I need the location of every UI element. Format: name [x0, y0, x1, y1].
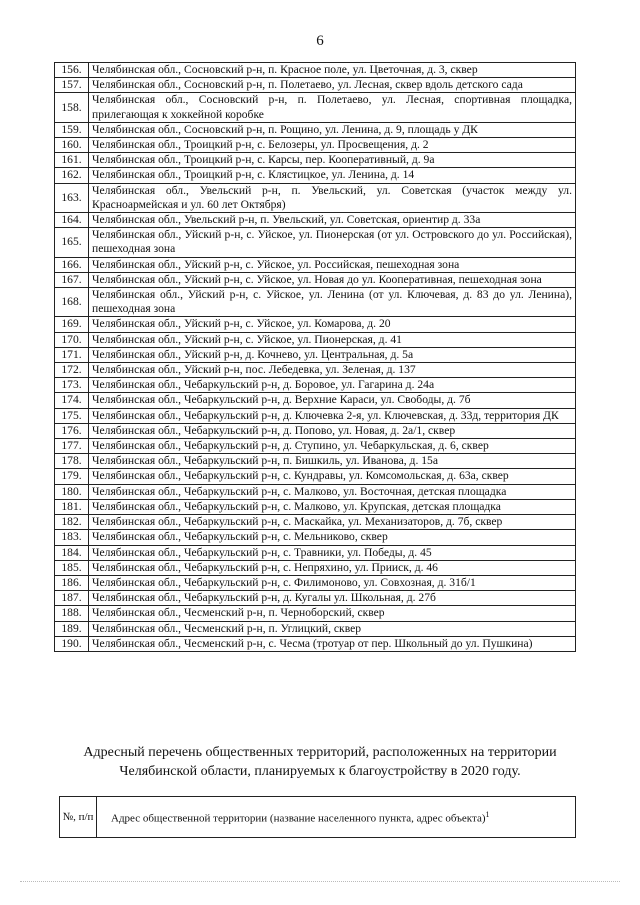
row-number: 157. [55, 78, 89, 93]
table-row [55, 575, 576, 590]
row-number: 179. [55, 469, 89, 484]
row-number: 170. [55, 332, 89, 347]
row-address: Челябинская обл., Уйский р-н, с. Уйское, ул. Пионерская, д. 41 [89, 332, 576, 347]
row-number: 158. [55, 93, 89, 122]
row-address: Челябинская обл., Чебаркульский р-н, д. Боровое, ул. Гагарина д. 24а [89, 378, 576, 393]
table-row [55, 363, 576, 378]
row-number: 160. [55, 138, 89, 153]
row-address: Челябинская обл., Уйский р-н, с. Уйское, ул. Новая до ул. Кооперативная, пешеходная зона [89, 272, 576, 287]
table-row [55, 454, 576, 469]
address-table [54, 62, 576, 652]
row-address: Челябинская обл., Чебаркульский р-н, д. Ступино, ул. Чебаркульская, д. 6, сквер [89, 439, 576, 454]
row-address: Челябинская обл., Чебаркульский р-н, с. Малково, ул. Восточная, детская площадка [89, 484, 576, 499]
table-row [55, 545, 576, 560]
row-address: Челябинская обл., Уйский р-н, д. Кочнево, ул. Центральная, д. 5а [89, 347, 576, 362]
row-address: Челябинская обл., Чебаркульский р-н, с. Мельниково, сквер [89, 530, 576, 545]
row-number: 187. [55, 591, 89, 606]
header-num-cell [60, 797, 97, 838]
row-address: Челябинская обл., Чесменский р-н, п. Черноборский, сквер [89, 606, 576, 621]
row-address: Челябинская обл., Сосновский р-н, п. Полетаево, ул. Лесная, спортивная площадка, прилегающая к хоккейной коробке [89, 93, 576, 122]
row-number: 169. [55, 317, 89, 332]
row-number: 173. [55, 378, 89, 393]
row-address: Челябинская обл., Троицкий р-н, с. Белозеры, ул. Просвещения, д. 2 [89, 138, 576, 153]
row-number: 166. [55, 257, 89, 272]
row-address: Челябинская обл., Чебаркульский р-н, с. Кундравы, ул. Комсомольская, д. 63а, сквер [89, 469, 576, 484]
row-address: Челябинская обл., Троицкий р-н, с. Клястицкое, ул. Ленина, д. 14 [89, 168, 576, 183]
row-number: 185. [55, 560, 89, 575]
table-row [55, 257, 576, 272]
row-number: 175. [55, 408, 89, 423]
row-number: 162. [55, 168, 89, 183]
row-number: 159. [55, 122, 89, 137]
scan-edge-line [20, 881, 620, 882]
table-row [55, 332, 576, 347]
row-number: 177. [55, 439, 89, 454]
row-number: 188. [55, 606, 89, 621]
row-address: Челябинская обл., Чебаркульский р-н, д. Верхние Караси, ул. Свободы, д. 7б [89, 393, 576, 408]
row-number: 165. [55, 228, 89, 257]
header-num-label: №, п/п [62, 811, 94, 823]
row-number: 156. [55, 63, 89, 78]
footnote-mark: 1 [485, 810, 490, 820]
row-number: 183. [55, 530, 89, 545]
table-row [55, 408, 576, 423]
table-row [55, 168, 576, 183]
table-row [55, 93, 576, 122]
table-row [55, 138, 576, 153]
header-address-cell [97, 797, 576, 838]
table-row [55, 530, 576, 545]
table-row [55, 378, 576, 393]
row-address: Челябинская обл., Чебаркульский р-н, с. Маскайка, ул. Механизаторов, д. 7б, сквер [89, 515, 576, 530]
table-row [55, 78, 576, 93]
row-address: Челябинская обл., Уйский р-н, с. Уйское, ул. Ленина (от ул. Ключевая, д. 83 до ул. Ленина), пешеходная зона [89, 288, 576, 317]
table-row [55, 153, 576, 168]
table-row [55, 317, 576, 332]
row-number: 186. [55, 575, 89, 590]
row-number: 182. [55, 515, 89, 530]
table-row [55, 122, 576, 137]
row-number: 163. [55, 183, 89, 212]
row-address: Челябинская обл., Увельский р-н, п. Увельский, ул. Советская, ориентир д. 33а [89, 213, 576, 228]
section-heading: Адресный перечень общественных территорий, расположенных на территории Челябинской области, планируемых к благоустройству в 2020 году. [83, 745, 557, 779]
row-number: 168. [55, 288, 89, 317]
row-address: Челябинская обл., Чесменский р-н, п. Углицкий, сквер [89, 621, 576, 636]
row-address: Челябинская обл., Чебаркульский р-н, с. Филимоново, ул. Совхозная, д. 31б/1 [89, 575, 576, 590]
row-address: Челябинская обл., Чебаркульский р-н, д. Ключевка 2-я, ул. Ключевская, д. 33д, территория ДК [89, 408, 576, 423]
row-number: 172. [55, 363, 89, 378]
table-row [55, 183, 576, 212]
row-address: Челябинская обл., Чесменский р-н, с. Чесма (тротуар от пер. Школьный до ул. Пушкина) [89, 636, 576, 651]
table-row [55, 591, 576, 606]
row-address: Челябинская обл., Чебаркульский р-н, с. Непряхино, ул. Прииск, д. 46 [89, 560, 576, 575]
row-number: 181. [55, 499, 89, 514]
row-address: Челябинская обл., Чебаркульский р-н, д. Кугалы ул. Школьная, д. 27б [89, 591, 576, 606]
table-row [55, 606, 576, 621]
row-address: Челябинская обл., Увельский р-н, п. Увельский, ул. Советская (участок между ул. Красноармейская и ул. 60 лет Октября) [89, 183, 576, 212]
table-row [55, 469, 576, 484]
table-row [55, 423, 576, 438]
row-address: Челябинская обл., Сосновский р-н, п. Рощино, ул. Ленина, д. 9, площадь у ДК [89, 122, 576, 137]
row-address: Челябинская обл., Чебаркульский р-н, с. Травники, ул. Победы, д. 45 [89, 545, 576, 560]
row-address: Челябинская обл., Сосновский р-н, п. Полетаево, ул. Лесная, сквер вдоль детского сада [89, 78, 576, 93]
row-number: 184. [55, 545, 89, 560]
table-row [55, 288, 576, 317]
row-address: Челябинская обл., Уйский р-н, с. Уйское, ул. Российская, пешеходная зона [89, 257, 576, 272]
row-address: Челябинская обл., Уйский р-н, пос. Лебедевка, ул. Зеленая, д. 137 [89, 363, 576, 378]
row-number: 167. [55, 272, 89, 287]
table-row [55, 560, 576, 575]
table-row [55, 347, 576, 362]
header-address-label: Адрес общественной территории (название населенного пункта, адрес объекта) [111, 812, 486, 825]
table-row [55, 439, 576, 454]
row-address: Челябинская обл., Сосновский р-н, п. Красное поле, ул. Цветочная, д. 3, сквер [89, 63, 576, 78]
table-row [55, 213, 576, 228]
table-row [55, 484, 576, 499]
row-number: 176. [55, 423, 89, 438]
row-address: Челябинская обл., Троицкий р-н, с. Карсы, пер. Кооперативный, д. 9а [89, 153, 576, 168]
table-row [55, 621, 576, 636]
table-row [55, 228, 576, 257]
row-number: 161. [55, 153, 89, 168]
row-number: 171. [55, 347, 89, 362]
page-number: 6 [316, 33, 324, 49]
address-table-body [55, 63, 576, 652]
row-number: 190. [55, 636, 89, 651]
row-address: Челябинская обл., Чебаркульский р-н, д. Попово, ул. Новая, д. 2а/1, сквер [89, 423, 576, 438]
row-number: 178. [55, 454, 89, 469]
row-address: Челябинская обл., Уйский р-н, с. Уйское, ул. Комарова, д. 20 [89, 317, 576, 332]
row-number: 174. [55, 393, 89, 408]
row-number: 189. [55, 621, 89, 636]
header-table [59, 796, 576, 838]
row-address: Челябинская обл., Чебаркульский р-н, с. Малково, ул. Крупская, детская площадка [89, 499, 576, 514]
header-row [60, 797, 576, 838]
row-address: Челябинская обл., Уйский р-н, с. Уйское, ул. Пионерская (от ул. Островского до ул. Российская), пешеходная зона [89, 228, 576, 257]
row-number: 180. [55, 484, 89, 499]
table-row [55, 499, 576, 514]
table-row [55, 393, 576, 408]
table-row [55, 515, 576, 530]
row-number: 164. [55, 213, 89, 228]
row-address: Челябинская обл., Чебаркульский р-н, п. Бишкиль, ул. Иванова, д. 15а [89, 454, 576, 469]
table-row [55, 63, 576, 78]
table-row [55, 636, 576, 651]
table-row [55, 272, 576, 287]
